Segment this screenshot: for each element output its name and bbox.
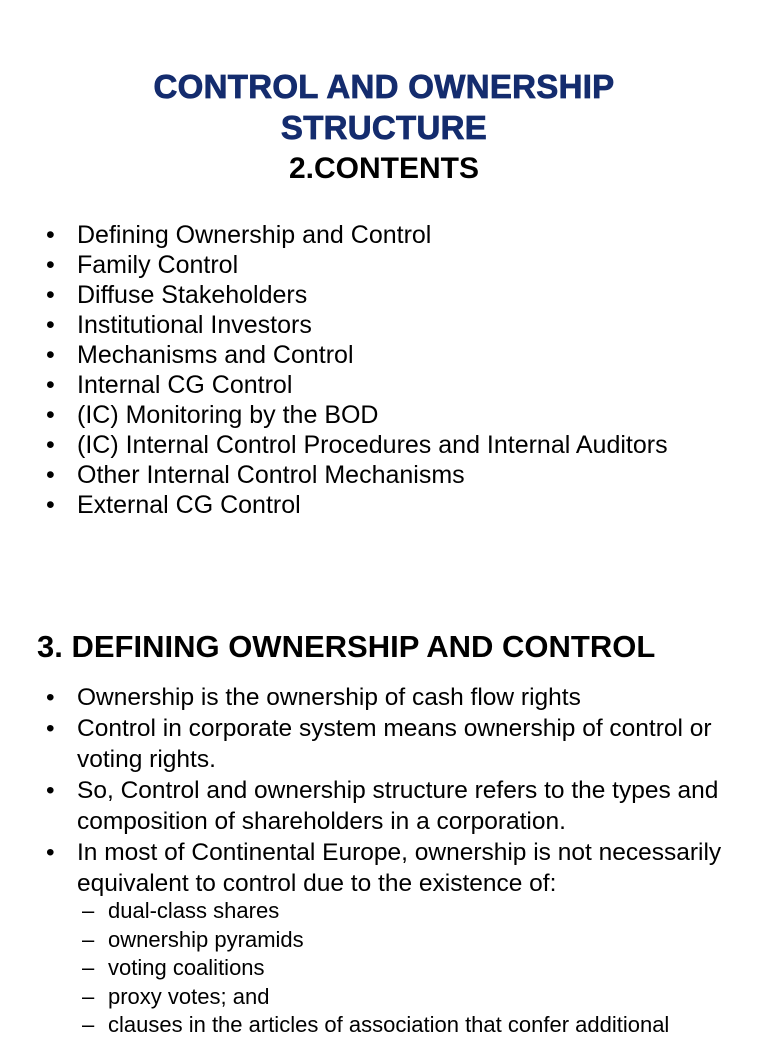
sub-list-item-text: clauses in the articles of association that confer additional [108,1012,670,1037]
list-item-text: Ownership is the ownership of cash flow rights [77,684,581,711]
list-item [42,682,742,713]
list-item [42,250,742,280]
list-item [42,280,742,310]
sub-list-item-text: ownership pyramids [108,926,304,952]
list-item [42,430,742,460]
sub-list-item [82,926,742,955]
list-item-text: Diffuse Stakeholders [77,281,308,309]
list-item-text: (IC) Monitoring by the BOD [77,401,379,429]
sub-bullet-list [82,897,742,1040]
list-item [42,400,742,430]
bullet-icon: • [46,281,55,309]
list-item-text: So, Control and ownership structure refers to the types and composition of shareholders in a corporation. [77,777,719,835]
sub-list-item-text: dual-class shares [108,898,280,923]
bullet-icon: • [46,401,55,429]
bullet-icon: • [46,715,55,742]
contents-heading: 2.CONTENTS [288,152,480,185]
list-item [42,460,742,490]
bullet-icon: • [46,491,55,519]
dash-icon: – [82,898,95,923]
list-item [42,775,742,837]
section-heading: 3. DEFINING OWNERSHIP AND CONTROL [37,629,656,664]
title-line-1: CONTROL AND OWNERSHIP [153,68,615,105]
document-title [0,66,768,148]
sub-list-item-text: voting coalitions [108,955,265,980]
dash-icon: – [82,1012,95,1037]
list-item-text: Other Internal Control Mechanisms [77,461,465,489]
sub-list-item [82,1011,742,1040]
bullet-icon: • [46,684,55,711]
list-item-text: In most of Continental Europe, ownership is not necessarily equivalent to control due to the existence of: [77,839,722,897]
bullet-icon: • [46,371,55,399]
list-item [42,340,742,370]
contents-list [42,220,742,520]
list-item [42,713,742,775]
list-item-text: Family Control [77,251,239,279]
list-item-text: External CG Control [77,491,301,519]
list-item [42,490,742,520]
bullet-icon: • [46,311,55,339]
bullet-icon: • [46,251,55,279]
bullet-icon: • [46,839,55,866]
dash-icon: – [82,955,95,980]
list-item [42,310,742,340]
list-item-text: Institutional Investors [77,311,312,339]
sub-list-item [82,897,742,926]
bullet-icon: • [46,461,55,489]
list-item [42,837,742,899]
bullet-icon: • [46,431,55,459]
sub-list-item-text: proxy votes; and [108,983,270,1009]
list-item-text: Defining Ownership and Control [77,221,432,249]
list-item-text: (IC) Internal Control Procedures and Internal Auditors [77,431,668,459]
title-line-2: STRUCTURE [280,109,488,146]
sub-list-item [82,983,742,1012]
bullet-icon: • [46,777,55,804]
bullet-icon: • [46,341,55,369]
bullet-icon: • [46,221,55,249]
list-item-text: Internal CG Control [77,371,293,399]
list-item-text: Control in corporate system means ownership of control or voting rights. [77,715,712,773]
dash-icon: – [82,926,95,952]
dash-icon: – [82,983,95,1009]
list-item-text: Mechanisms and Control [77,341,354,369]
list-item [42,370,742,400]
section-bullet-list [42,682,742,899]
sub-list-item [82,954,742,983]
list-item [42,220,742,250]
